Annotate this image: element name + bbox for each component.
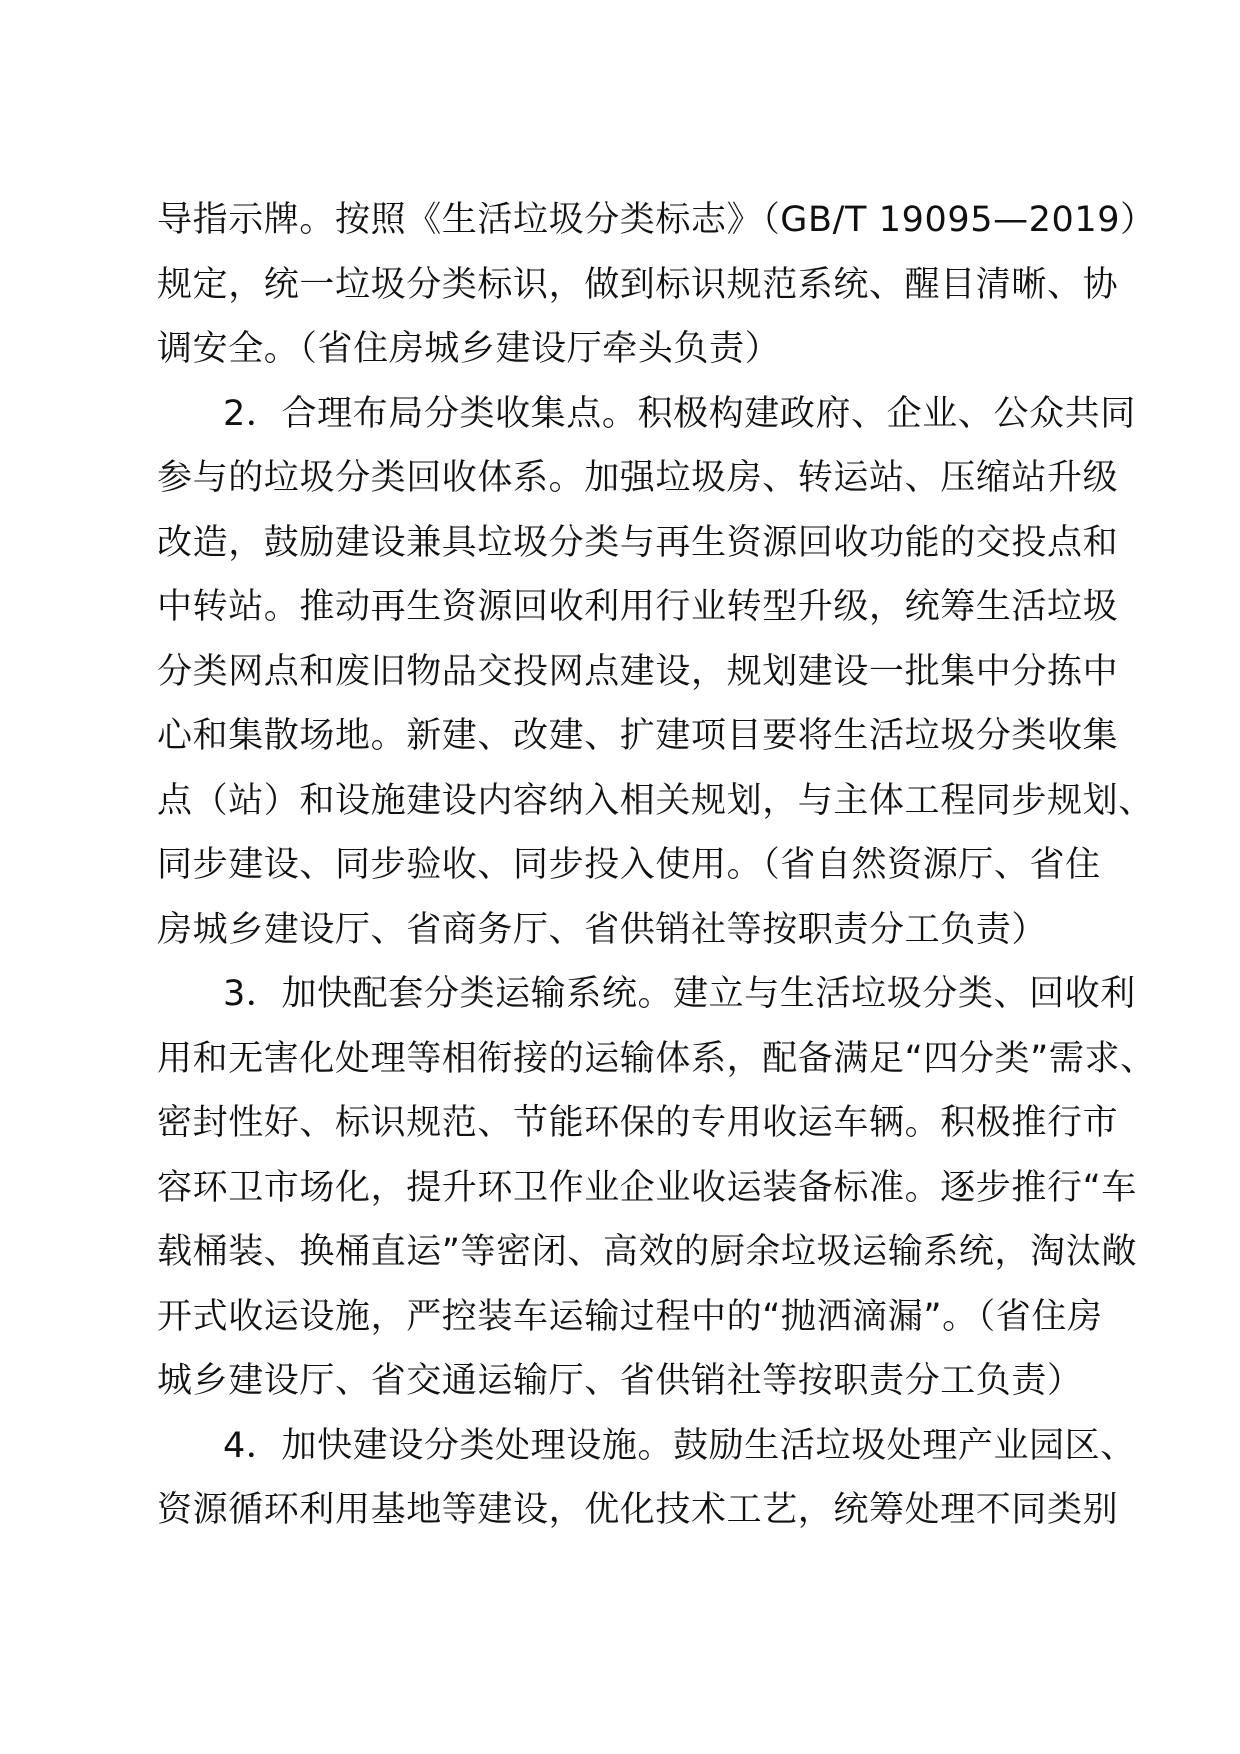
text-line: 用和无害化处理等相衔接的运输体系，配备满足“四分类”需求、 — [157, 1038, 1156, 1079]
text-line: 同步建设、同步验收、同步投入使用。（省自然资源厅、省住 — [157, 845, 1101, 885]
text-line: 容环卫市场化，提升环卫作业企业收运装备标准。逐步推行“车 — [157, 1167, 1137, 1208]
text-line: 改造，鼓励建设兼具垃圾分类与再生资源回收功能的交投点和 — [157, 522, 1119, 563]
text-line: 开式收运设施，严控装车运输过程中的“抛洒滴漏”。（省住房 — [157, 1296, 1103, 1337]
text-line: 载桶装、换桶直运”等密闭、高效的厨余垃圾运输系统，淘汰敞 — [157, 1232, 1137, 1272]
paragraph-2-start: 2．合理布局分类收集点。积极构建政府、企业、公众共同 — [223, 393, 1136, 434]
body-text — [157, 188, 1156, 1543]
text-line: 心和集散场地。新建、改建、扩建项目要将生活垃圾分类收集 — [157, 716, 1119, 756]
paragraph-4-start: 4．加快建设分类处理设施。鼓励生活垃圾处理产业园区、 — [223, 1425, 1136, 1466]
paragraph-3-start: 3．加快配套分类运输系统。建立与生活垃圾分类、回收利 — [223, 974, 1136, 1014]
text-line: 规定，统一垃圾分类标识，做到标识规范系统、醒目清晰、协 — [157, 264, 1119, 305]
text-line: 中转站。推动再生资源回收利用行业转型升级，统筹生活垃圾 — [157, 587, 1119, 627]
text-line: 城乡建设厅、省交通运输厅、省供销社等按职责分工负责） — [157, 1361, 1083, 1401]
text-line: 参与的垃圾分类回收体系。加强垃圾房、转运站、压缩站升级 — [157, 458, 1119, 498]
text-line: 资源循环利用基地等建设，优化技术工艺，统筹处理不同类别 — [157, 1490, 1119, 1530]
text-line: 导指示牌。按照《生活垃圾分类标志》（GB/T 19095—2019） — [157, 200, 1156, 240]
text-line: 调安全。（省住房城乡建设厅牵头负责） — [157, 329, 781, 369]
text-line: 密封性好、标识规范、节能环保的专用收运车辆。积极推行市 — [157, 1103, 1119, 1143]
text-line: 点（站）和设施建设内容纳入相关规划，与主体工程同步规划、 — [157, 780, 1154, 821]
text-line: 分类网点和废旧物品交投网点建设，规划建设一批集中分拣中 — [157, 651, 1119, 692]
text-line: 房城乡建设厅、省商务厅、省供销社等按职责分工负责） — [157, 909, 1048, 950]
